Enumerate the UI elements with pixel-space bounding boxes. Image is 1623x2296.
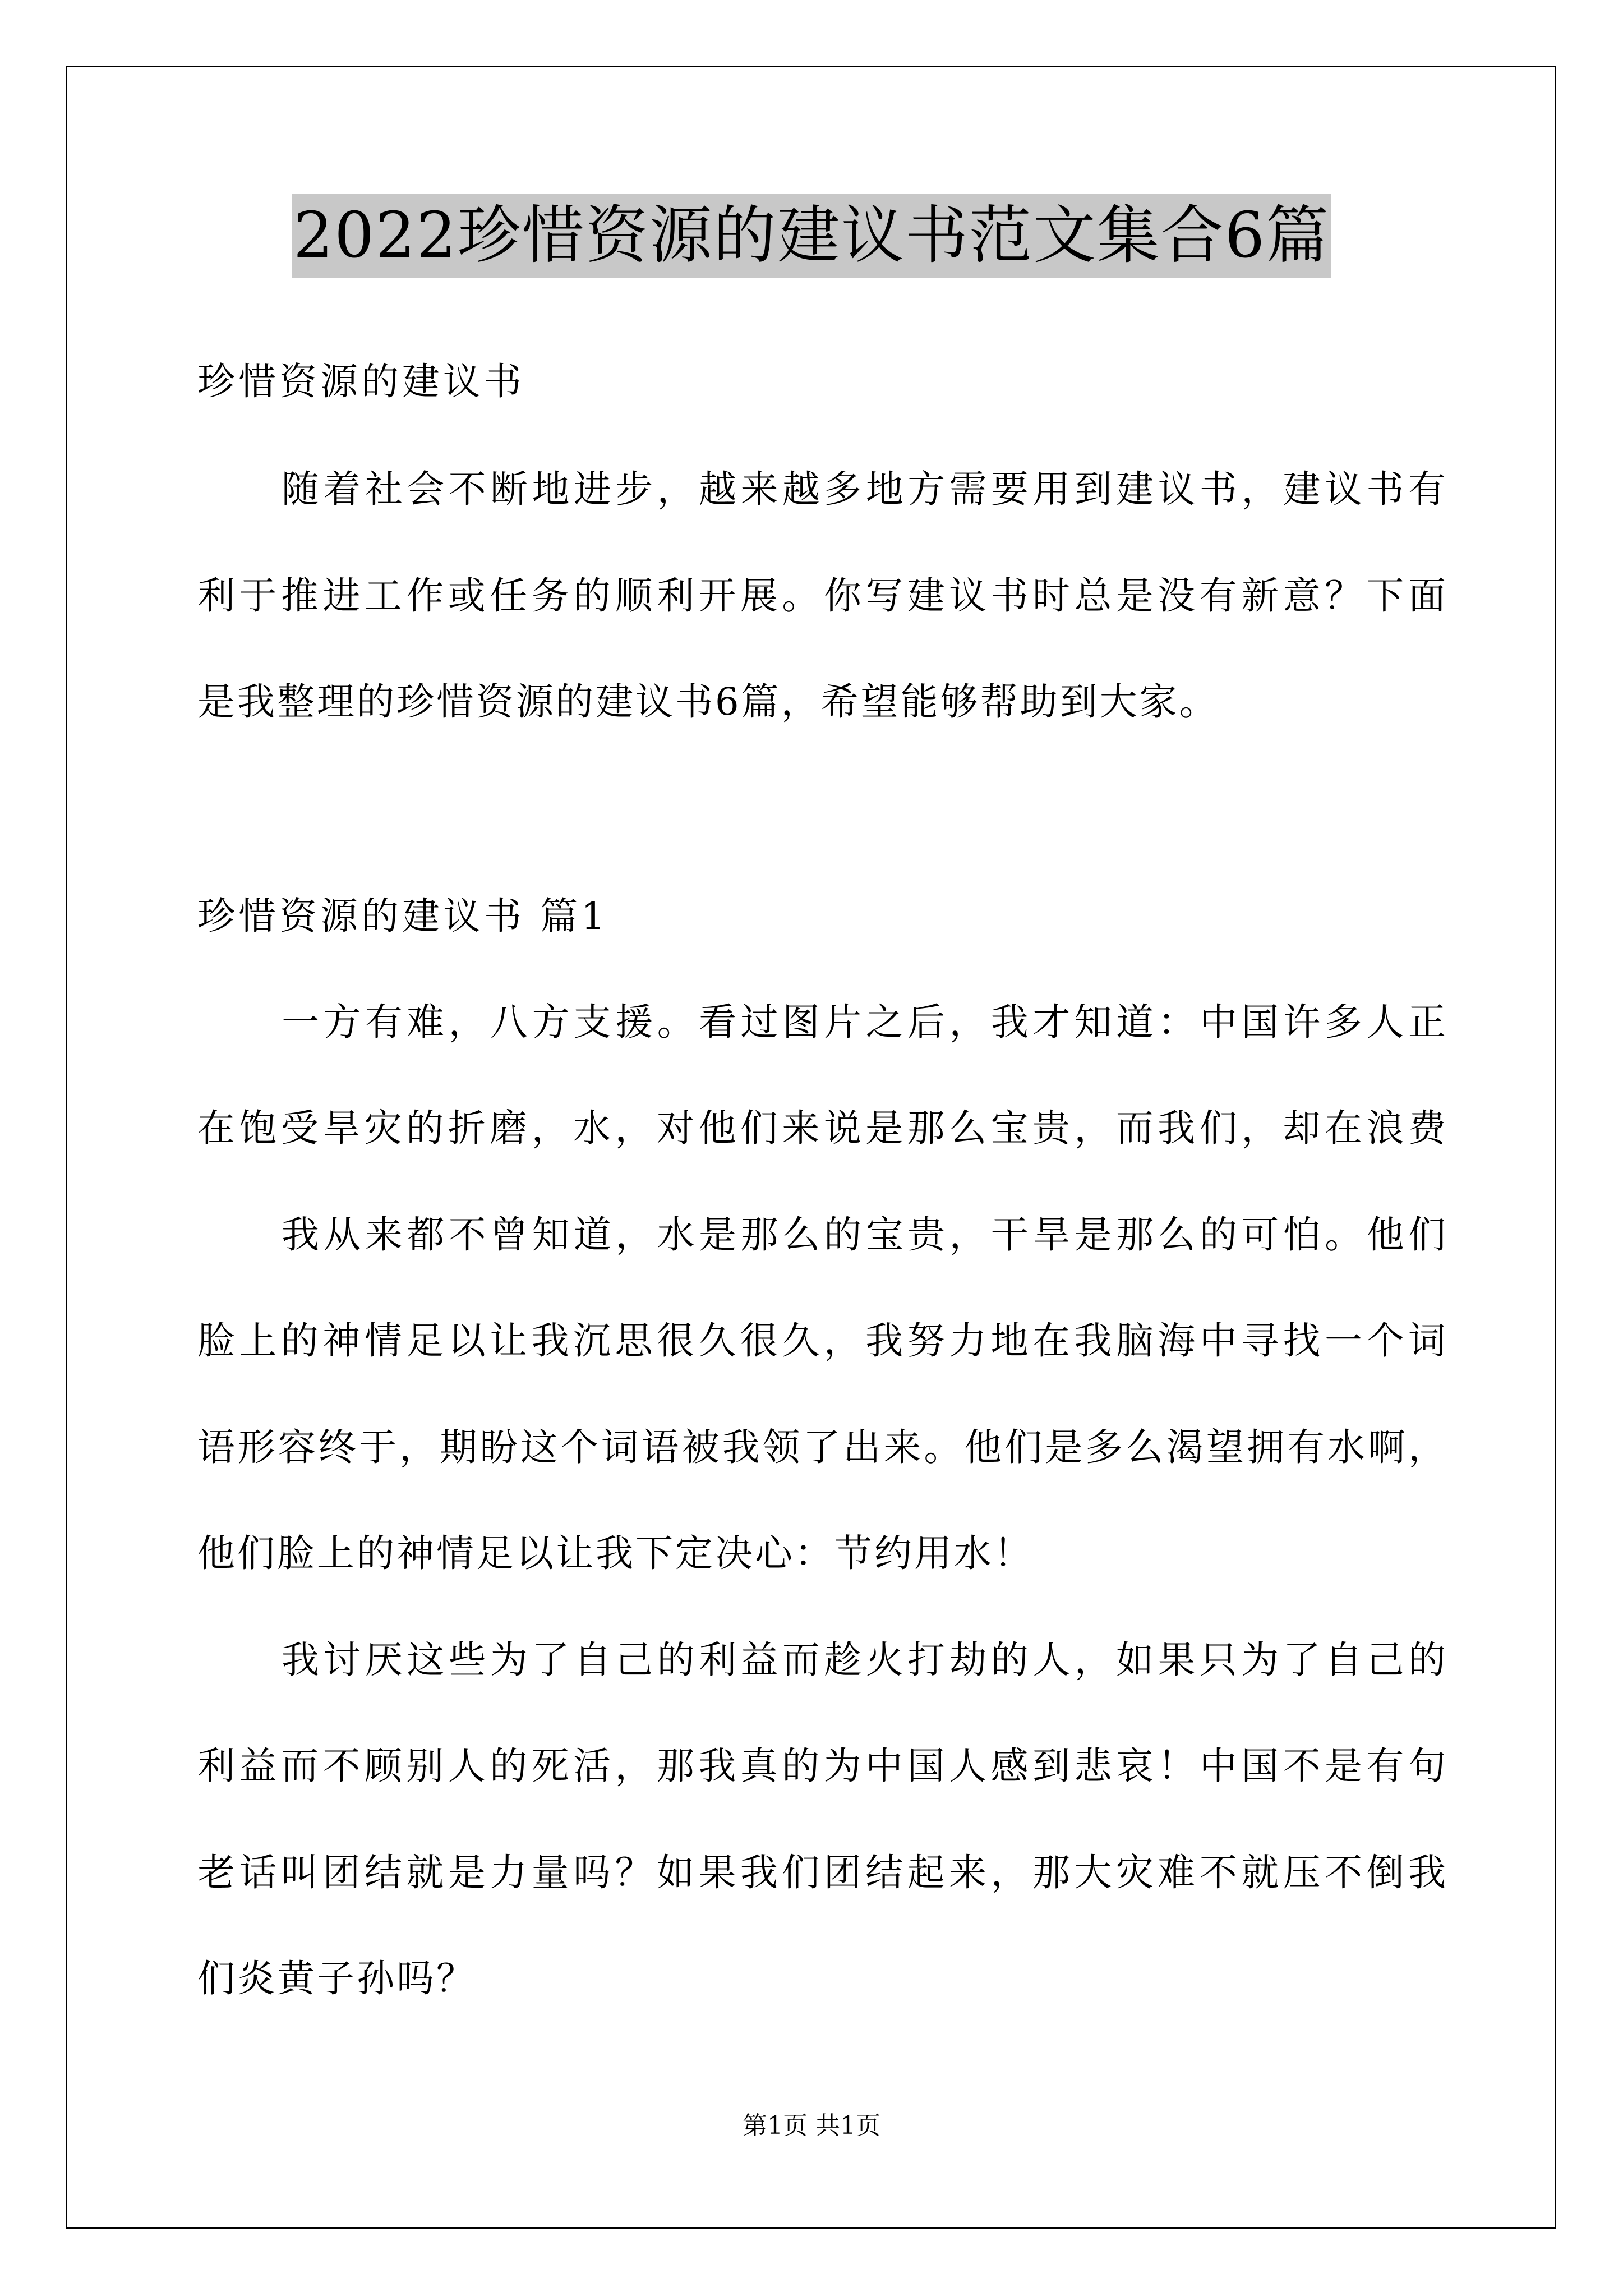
intro-line-2: 利于推进工作或任务的顺利开展。你写建议书时总是没有新意？下面	[197, 574, 1448, 618]
section-line-3: 我从来都不曾知道，水是那么的宝贵，干旱是那么的可怕。他们	[282, 1213, 1448, 1257]
section-line-9: 老话叫团结就是力量吗？如果我们团结起来，那大灾难不就压不倒我	[197, 1851, 1448, 1894]
document-title: 2022珍惜资源的建议书范文集合6篇	[292, 194, 1331, 278]
section-line-8: 利益而不顾别人的死活，那我真的为中国人感到悲哀！中国不是有句	[197, 1744, 1448, 1788]
section-line-2: 在饱受旱灾的折磨，水，对他们来说是那么宝贵，而我们，却在浪费	[197, 1106, 1448, 1150]
intro-line-3: 是我整理的珍惜资源的建议书6篇，希望能够帮助到大家。	[197, 680, 1219, 724]
section-line-6: 他们脸上的神情足以让我下定决心：节约用水！	[197, 1531, 1034, 1575]
title-container	[0, 194, 1623, 278]
section-line-7: 我讨厌这些为了自己的利益而趁火打劫的人，如果只为了自己的	[282, 1638, 1448, 1682]
section-heading: 珍惜资源的建议书 篇1	[197, 894, 608, 938]
section-line-5: 语形容终于，期盼这个词语被我领了出来。他们是多么渴望拥有水啊，	[197, 1425, 1448, 1469]
page-footer: 第1页 共1页	[743, 2111, 880, 2140]
section-line-4: 脸上的神情足以让我沉思很久很久，我努力地在我脑海中寻找一个词	[197, 1319, 1448, 1363]
intro-heading: 珍惜资源的建议书	[197, 360, 525, 403]
section-line-10: 们炎黄子孙吗？	[197, 1957, 476, 2000]
intro-line-1: 随着社会不断地进步，越来越多地方需要用到建议书，建议书有	[282, 467, 1448, 511]
section-line-1: 一方有难，八方支援。看过图片之后，我才知道：中国许多人正	[282, 1000, 1448, 1044]
